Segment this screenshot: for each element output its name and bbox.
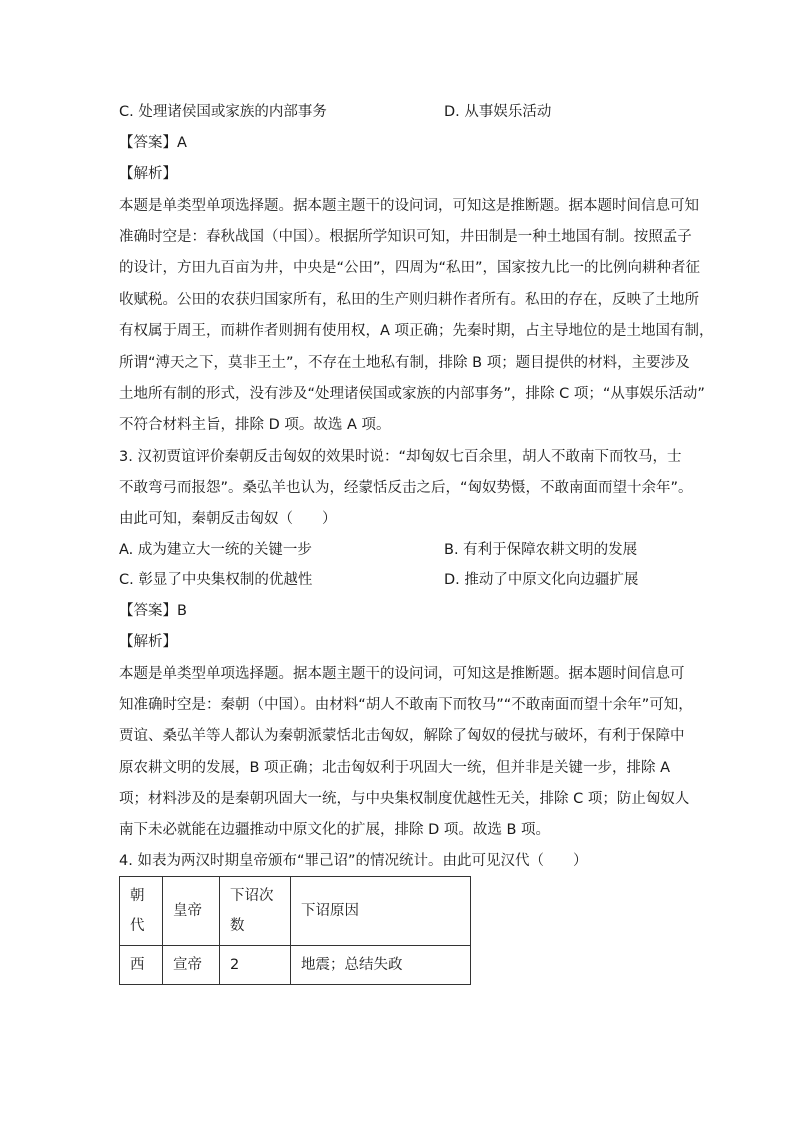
q3-stem-line: 3. 汉初贾谊评价秦朝反击匈奴的效果时说：“却匈奴七百余里，胡人不敢南下而牧马，士 — [119, 449, 682, 465]
q2-answer: 【答案】A — [119, 135, 187, 151]
q2-option-c: C. 处理诸侯国或家族的内部事务 — [119, 104, 327, 120]
table-cell: 地震；总结失政 — [291, 946, 471, 985]
q3-analysis-title: 【解析】 — [119, 634, 177, 650]
q2-analysis-line: 土地所有制的形式，没有涉及“处理诸侯国或家族的内部事务”，排除 C 项；“从事娱乐活动” — [119, 386, 705, 402]
q2-analysis-line: 有权属于周王，而耕作者则拥有使用权，A 项正确；先秦时期，占主导地位的是土地国有制， — [119, 323, 714, 339]
table-header-row — [120, 877, 471, 946]
q3-options-ab-row — [119, 540, 679, 560]
q3-option-c: C. 彰显了中央集权制的优越性 — [119, 572, 313, 588]
table-cell: 西 — [120, 946, 163, 985]
table-header-cell: 下诏次数 — [220, 877, 291, 946]
table-header-cell: 皇帝 — [163, 877, 220, 946]
table-cell: 宣帝 — [163, 946, 220, 985]
q2-options-cd-row — [119, 102, 679, 122]
table-header-cell: 下诏原因 — [291, 877, 471, 946]
q3-analysis-line: 项；材料涉及的是秦朝巩固大一统，与中央集权制度优越性无关，排除 C 项；防止匈奴人 — [119, 791, 690, 807]
q2-analysis-line: 的设计，方田九百亩为井，中央是“公田”，四周为“私田”，国家按九比一的比例向耕种者征 — [119, 260, 701, 276]
q2-analysis-line: 收赋税。公田的农获归国家所有，私田的生产则归耕作者所有。私田的存在，反映了土地所 — [119, 292, 699, 308]
q2-analysis-line: 准确时空是：春秋战国（中国）。根据所学知识可知，井田制是一种土地国有制。按照孟子 — [119, 229, 692, 245]
q2-analysis-line: 不符合材料主旨，排除 D 项。故选 A 项。 — [119, 417, 391, 433]
q4-table — [119, 876, 471, 985]
q3-analysis-line: 本题是单类型单项选择题。据本题主题干的设问词，可知这是推断题。据本题时间信息可 — [119, 666, 685, 682]
table-header-cell: 朝代 — [120, 877, 163, 946]
q3-stem-line: 由此可知，秦朝反击匈奴（ ） — [119, 511, 337, 527]
table-cell: 2 — [220, 946, 291, 985]
q3-analysis-line: 知准确时空是：秦朝（中国）。由材料“胡人不敢南下而牧马”“不敢南面而望十余年”可知， — [119, 697, 693, 713]
q3-analysis-line: 原农耕文明的发展，B 项正确；北击匈奴利于巩固大一统，但并非是关键一步，排除 A — [119, 760, 671, 776]
q3-analysis-line: 贾谊、桑弘羊等人都认为秦朝派蒙恬北击匈奴，解除了匈奴的侵扰与破坏，有利于保障中 — [119, 728, 685, 744]
q3-answer: 【答案】B — [119, 603, 187, 619]
q3-stem-line: 不敢弯弓而报怨”。桑弘羊也认为，经蒙恬反击之后，“匈奴势慑，不敢南面而望十余年”。 — [119, 480, 693, 496]
q3-analysis-line: 南下未必就能在边疆推动中原文化的扩展，排除 D 项。故选 B 项。 — [119, 822, 551, 838]
q2-option-d: D. 从事娱乐活动 — [444, 104, 552, 120]
table-row — [120, 946, 471, 985]
q4-stem: 4. 如表为两汉时期皇帝颁布“罪己诏”的情况统计。由此可见汉代（ ） — [119, 853, 588, 869]
q3-option-d: D. 推动了中原文化向边疆扩展 — [444, 572, 639, 588]
q2-analysis-line: 所谓“溥天之下，莫非王土”，不存在土地私有制，排除 B 项；题目提供的材料，主要涉及 — [119, 355, 690, 371]
q2-analysis-line: 本题是单类型单项选择题。据本题主题干的设问词，可知这是推断题。据本题时间信息可知 — [119, 198, 699, 214]
q3-option-b: B. 有利于保障农耕文明的发展 — [444, 542, 638, 558]
q2-analysis-title: 【解析】 — [119, 166, 177, 182]
q3-option-a: A. 成为建立大一统的关键一步 — [119, 542, 312, 558]
q3-options-cd-row — [119, 570, 679, 590]
